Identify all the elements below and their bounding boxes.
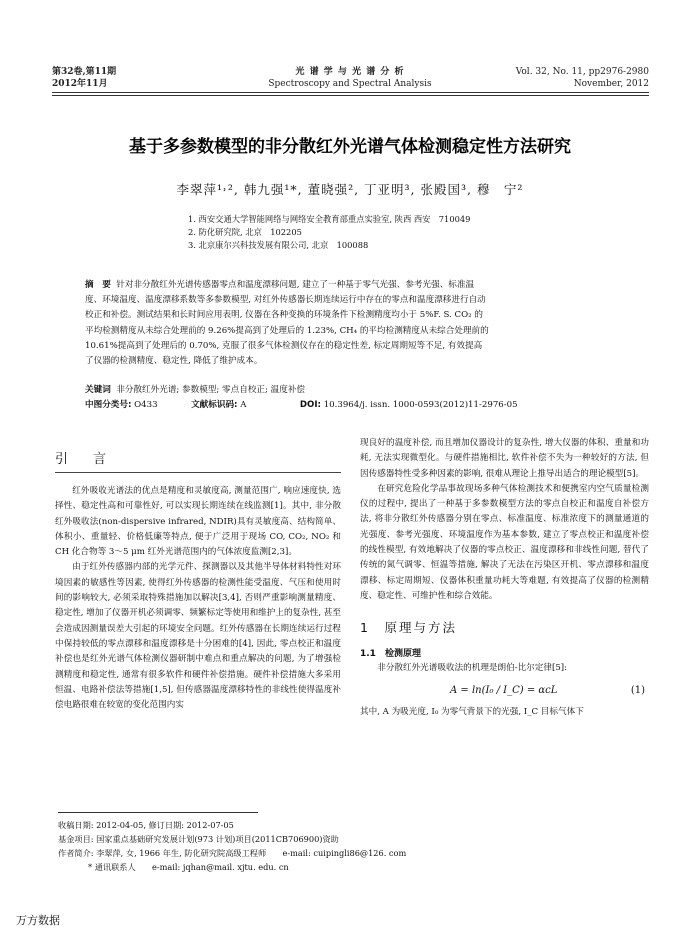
header-rule [52,92,649,93]
doi-label: DOI: [299,400,321,410]
intro-heading: 引 言 [55,452,113,467]
equation: A = ln(I₀ / I_C) = αcL [450,684,558,696]
abstract-label: 摘 要 [85,280,111,290]
journal-name-en: Spectroscopy and Spectral Analysis [268,79,432,89]
footnote-funding: 基金项目: 国家重点基础研究发展计划(973 计划)项目(2011CB706900)资助 [58,834,339,844]
abstract-line: 10.61%提高到了处理后的 0.70%, 克服了很多气体检测仪存在的稳定性差, 标定周期短等不足, 有效提高 [85,340,483,351]
equation-block [360,679,649,705]
intro-paragraph-1: 红外吸收光谱法的优点是精度和灵敏度高, 测量范围广, 响应速度快, 选择性、稳定性高和可靠性好, 可以实现长期连续在线监测[1]。其中, 非分散红外吸收法(non-dispersive infrared, NDIR)具有灵敏度高、结构简单、体积小、重量轻、价格低廉等特点, 便于广泛用于现场 CO, CO₂, NO₂ 和 CH 化合物等 3～5 μm 红外光谱范围内的气体浓度监测[2,3]。 [55,486,341,558]
abstract-line: 了仪器的检测精度、稳定性, 降低了维护成本。 [85,356,263,367]
abstract-line: 校正和补偿。测试结果和长时间应用表明, 仪器在各种变换的环境条件下检测精度均小于 5%F. S. CO₂ 的 [85,310,483,321]
doc-code-value: A [240,400,247,410]
header-rule-thin [52,95,649,96]
keywords-text: 非分散红外光谱; 参数模型; 零点自校正; 温度补偿 [116,385,306,395]
footnote-corresponding: * 通讯联系人 e-mail: jqhan@mail. xjtu. edu. cn [88,862,289,872]
section-1-heading: 1 原理与方法 [360,620,457,636]
header-right [450,66,649,90]
abstract [85,278,615,369]
abstract-line: 度、环境温度、温度漂移系数等多参数模型, 对红外传感器长期连续运行中存在的零点和温度漂移进行自动 [85,295,486,306]
footnote-received: 收稿日期: 2012-04-05, 修订日期: 2012-07-05 [58,820,234,830]
paper-title: 基于多参数模型的非分散红外光谱气体检测稳定性方法研究 [129,137,571,157]
date-cn: 2012年11月 [52,79,108,89]
footnotes [58,818,648,874]
affiliation-1: 1. 西安交通大学智能网络与网络安全教育部重点实验室, 陕西 西安 710049 [188,214,471,224]
volume-issue-cn: 第32卷,第11期 [52,67,117,77]
equation-explanation: 其中, A 为吸光度, I₀ 为零气背景下的光强, I_C 目标气体下 [360,706,584,717]
equation-number: (1) [630,684,645,696]
affiliations [188,213,470,252]
intro-heading-rule [55,472,341,473]
subsection-1-1-text: 非分散红外光谱吸收法的机理是朗伯-比尔定律[5]: [377,663,568,674]
date-en: November, 2012 [573,79,649,89]
affiliation-2: 2. 防化研究院, 北京 102205 [188,227,302,237]
clc-value: O433 [134,400,158,410]
doi-value: 10.3964/j. issn. 1000-0593(2012)11-2976-05 [323,400,518,410]
right-paragraph-2: 在研究危险化学品事故现场多种气体检测技术和便携室内空气质量检测仪的过程中, 提出了一种基于多参数模型方法的零点自校正和温度自补偿方法, 将非分散红外传感器分别在零点、标准温度、标准浓度下的测量通道的光强度、参考光强度、环境温度作为基本参数, 建立了零点校正和温度补偿的线性模型, 有效地解决了仪器的零点校正、温度漂移和非线性问题, 替代了传统的氮气调零、恒温等措施, 解决了无法在污染区开机、零点漂移和温度漂移、标定周期短、仪器体积重量功耗大等难题, 有效提高了仪器的检测精度、稳定性、可维护性和综合效能。 [360,483,649,601]
keywords-label: 关键词 [85,385,111,395]
abstract-line: 针对非分散红外光谱传感器零点和温度漂移问题, 建立了一种基于零气光强、参考光强、标准温 [116,280,475,290]
header-left [52,66,116,90]
classification [85,398,625,412]
footnote-author: 作者简介: 李翠萍, 女, 1966 年生, 防化研究院高级工程师 e-mail: cuipingli86@126. com [58,848,407,858]
abstract-line: 平均检测精度从未综合处理前的 9.26%提高到了处理后的 1.23%, CH₄ 的平均检测精度从未综合处理前的 [85,325,489,336]
journal-name-cn: 光 谱 学 与 光 谱 分 析 [295,67,405,77]
authors: 李翠萍¹˒², 韩九强¹*, 董晓强², 丁亚明³, 张殿国³, 穆 宁² [176,182,524,197]
intro-paragraph-2: 由于红外传感器内部的光学元件、探测器以及其他半导体材料特性对环境因素的敏感性等因素, 使得红外传感器的检测性能受温度、气压和使用时间的影响较大, 必须采取特殊措施加以解决[3,4], 否则严重影响测量精度、稳定性, 增加了仪器开机必须调零、频繁标定等使用和维护上的复杂性, 甚至会造成因测量误差大引起的环境安全问题。红外传感器在长期连续运行过程中保持较低的零点漂移和温度漂移是十分困难的[4], 因此, 零点校正和温度补偿也是红外光谱气体检测仪器研制中难点和重点解决的问题, 为了增强检测精度和稳定性, 通常有很多软件和硬件补偿措施。硬件补偿措施大多采用恒温、电路补偿法等措施[1,5], 但传感器温度漂移特性的非线性使得温度补偿电路很难在较宽的变化范围内实 [55,562,341,711]
footnote-rule [58,812,258,813]
right-paragraph-1: 现良好的温度补偿, 而且增加仪器设计的复杂性, 增大仪器的体积、重量和功耗, 无法实现微型化。与硬件措施相比, 软件补偿不失为一种较好的方法, 但因传感器特性受多种因素的影响, 很难从理论上推导出适合的理论模型[5]。 [360,438,649,479]
doc-code-label: 文献标识码: [191,400,238,410]
keywords [85,383,625,397]
affiliation-3: 3. 北京康尔兴科技发展有限公司, 北京 100088 [188,240,369,250]
right-column [360,436,649,720]
subsection-1-1-heading: 1.1 检测原理 [360,649,421,660]
watermark: 万方数据 [16,914,60,927]
clc-label: 中图分类号: [85,400,132,410]
volume-issue-en: Vol. 32, No. 11, pp2976-2980 [515,67,649,77]
intro-section [55,448,341,713]
